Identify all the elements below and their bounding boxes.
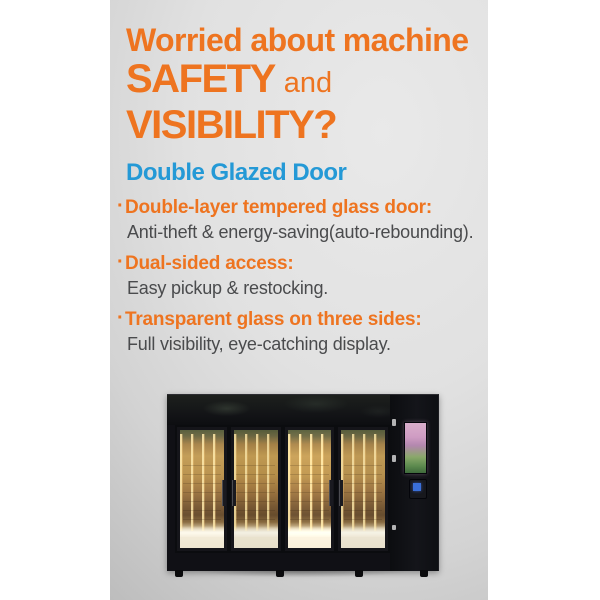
shelf-lines [236, 465, 275, 519]
door-handle [329, 480, 333, 506]
shelf-lines [183, 465, 222, 519]
headline-safety-emphasis: SAFETY [126, 57, 275, 101]
door-handle [339, 480, 343, 506]
shelf-lines [344, 465, 383, 519]
feature-title-transparent-glass [117, 307, 421, 331]
illuminated-floor [288, 526, 332, 538]
door-glass [180, 430, 224, 548]
machine-foot [420, 570, 428, 577]
machine-glass-door [338, 427, 388, 551]
bullet-dot: · [117, 195, 124, 217]
machine-glass-door [177, 427, 227, 551]
machine-shadow [169, 570, 436, 580]
feature-title-text: Double-layer tempered glass door: [125, 197, 432, 218]
machine-door-row [175, 425, 390, 553]
feature-title-tempered-glass [117, 195, 432, 219]
door-glass [341, 430, 385, 548]
vending-machine-photo [167, 394, 438, 577]
illuminated-floor [341, 526, 385, 538]
machine-cabinet [167, 394, 439, 571]
subheading-double-glazed-door: Double Glazed Door [126, 159, 347, 186]
panel-sticker [392, 419, 396, 426]
payment-terminal-screen [413, 483, 421, 491]
bullet-dot: · [117, 251, 124, 273]
machine-control-panel [390, 395, 438, 571]
illuminated-floor [234, 526, 278, 538]
touchscreen-display [404, 422, 427, 474]
payment-terminal [409, 479, 427, 499]
headline-line1: Worried about machine [126, 22, 469, 58]
panel-sticker [392, 455, 396, 462]
door-handle [222, 480, 226, 506]
door-glass [288, 430, 332, 548]
machine-glass-door [285, 427, 335, 551]
headline-line2-rest: and [283, 67, 333, 99]
headline-visibility: VISIBILITY? [126, 103, 337, 147]
machine-foot [175, 570, 183, 577]
feature-title-text: Dual-sided access: [125, 253, 294, 274]
feature-title-dual-sided-access [117, 251, 294, 275]
machine-foot [276, 570, 284, 577]
shelf-lines [290, 465, 329, 519]
headline-line2 [126, 56, 332, 102]
machine-glass-door [231, 427, 281, 551]
feature-description-anti-theft: Anti-theft & energy-saving(auto-rebounding). [127, 222, 474, 242]
feature-title-text: Transparent glass on three sides: [125, 309, 422, 330]
illuminated-floor [180, 526, 224, 538]
machine-foot [355, 570, 363, 577]
poster-panel [110, 0, 488, 600]
door-glass [234, 430, 278, 548]
feature-description-easy-pickup: Easy pickup & restocking. [127, 278, 329, 298]
bullet-dot: · [117, 307, 124, 329]
panel-sticker [392, 525, 396, 530]
door-handle [232, 480, 236, 506]
feature-description-full-visibility: Full visibility, eye-catching display. [127, 334, 391, 354]
